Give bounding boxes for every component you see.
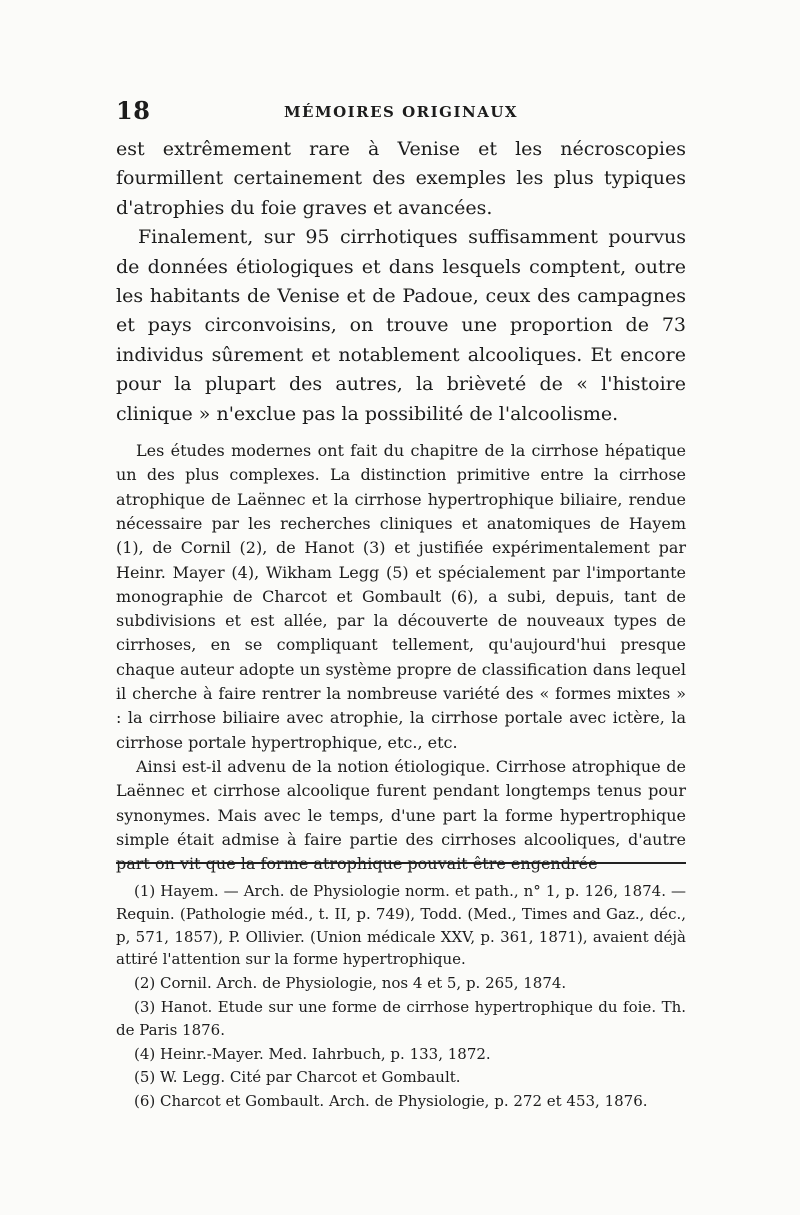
paragraph-2: Finalement, sur 95 cirrhotiques suffisamment pourvus de données étiologiques et dans lesquels comptent, outre les habitants de Venise et de Padoue, ceux des campagnes et pays circonvoisins, on trouve une proportion de 73 individus sûrement et notablement alcooliques. Et encore pour la plupart des autres, la brièveté de « l'histoire clinique » n'exclue pas la possibilité de l'alcoolisme. <box>116 226 686 425</box>
footnote-4: (4) Heinr.-Mayer. Med. Iahrbuch, p. 133, 1872. <box>134 1044 491 1063</box>
footnote-5: (5) W. Legg. Cité par Charcot et Gombault. <box>134 1068 461 1087</box>
paragraph-4: Ainsi est-il advenu de la notion étiologique. Cirrhose atrophique de Laënnec et cirrhose alcoolique furent pendant longtemps tenus pour synonymes. Mais avec le temps, d'une part la forme hypertrophique simple était admise à faire partie des cirrhoses alcooliques, d'autre part on vit que la forme atrophique pouvait être engendrée <box>116 756 686 874</box>
footnote-1: (1) Hayem. — Arch. de Physiologie norm. et path., n° 1, p. 126, 1874. — Requin. (Pathologie méd., t. II, p. 749), Todd. (Med., Times and Gaz., déc., p, 571, 1857), P. Ollivier. (Union médicale XXV, p. 361, 1871), avaient déjà attiré l'attention sur la forme hypertrophique. <box>116 882 686 969</box>
footnote-separator <box>116 862 686 864</box>
body-text <box>116 135 686 876</box>
footnote-2: (2) Cornil. Arch. de Physiologie, nos 4 et 5, p. 265, 1874. <box>134 974 567 993</box>
running-head: MÉMOIRES ORIGINAUX <box>283 103 519 121</box>
page-header <box>116 96 686 130</box>
paragraph-1: est extrêmement rare à Venise et les nécroscopies fourmillent certainement des exemples les plus typiques d'atrophies du foie graves et avancées. <box>116 138 686 219</box>
footnote-3: (3) Hanot. Etude sur une forme de cirrhose hypertrophique du foie. Th. de Paris 1876. <box>116 997 686 1039</box>
paragraph-3: Les études modernes ont fait du chapitre de la cirrhose hépatique un des plus complexes. La distinction primitive entre la cirrhose atrophique de Laënnec et la cirrhose hypertrophique biliaire, rendue nécessaire par les recherches cliniques et anatomiques de Hayem (1), de Cornil (2), de Hanot (3) et justifiée expérimentalement par Heinr. Mayer (4), Wikham Legg (5) et spécialement par l'importante monographie de Charcot et Gombault (6), a subi, depuis, tant de subdivisions et est allée, par la découverte de nouveaux types de cirrhoses, en se compliquant tellement, qu'aujourd'hui presque chaque auteur adopte un système propre de classification dans lequel il cherche à faire rentrer la nombreuse variété des « formes mixtes » : la cirrhose biliaire avec atrophie, la cirrhose portale avec ictère, la cirrhose portale hypertrophique, etc., etc. <box>116 441 686 752</box>
footnotes <box>116 880 686 1113</box>
page-number: 18 <box>116 96 151 125</box>
footnote-6: (6) Charcot et Gombault. Arch. de Physiologie, p. 272 et 453, 1876. <box>134 1092 648 1111</box>
